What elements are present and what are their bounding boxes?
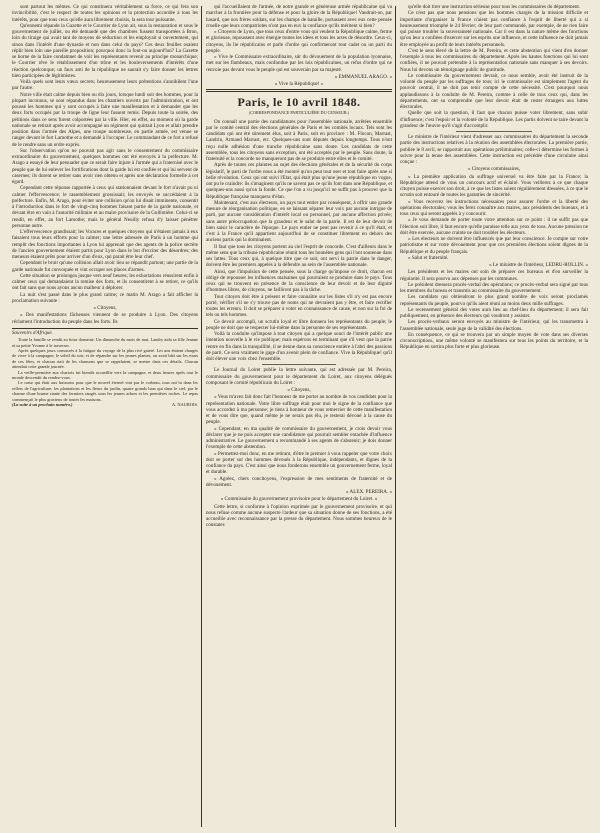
paragraph: La nuit s'est passé dans le plus grand calme; ce matin M. Arago a fait afficher la proclamation suivante : xyxy=(12,291,198,304)
paragraph: « La première application du suffrage universel va être faite par la France; la République attend de vous un concours actif et éclairé. Vous veillerez à ce que chaque citoyen puisse exercer son droit, à ce que les listes soient régulièrement dressées, à ce que le scrutin soit entouré de toutes les garanties de sincérité. xyxy=(400,173,588,199)
column-middle xyxy=(206,4,392,827)
continuation-note: (La suite à un prochain numéro.) xyxy=(12,402,73,408)
paragraph: L'effervescence grandissait; les Voraces et quelques citoyens qui n'étaient jamais à eux faisaient tous leurs efforts pour la calmer; une lettre adressée de Paris à un homme qui remplit des fonctions importantes à Lyon lui apprenait que des agents de la police secrète de l'ancien gouvernement étaient partis pour Lyon dans le but d'exciter des désordres; des meneurs étaient prêts pour arriver d'un d'eux, qui parait être leur chef. xyxy=(12,229,198,260)
paragraph-divider xyxy=(262,364,336,365)
paragraph: Tout citoyen doit être à présent et faire connaître sur les listes s'il n'y est pas encore porté, vérifier s'il ne s'y trouve pas de noms qui ne devraient pas y être, et faire rectifier toutes les erreurs. Il doit se préparer à voter en connaissance de cause, et non sur la foi de tels ou tels hommes. xyxy=(206,293,392,319)
paragraph: Maintenant, c'est aux électeurs, un pays tout entier par conséquent, à offrir une grande mesure de réorganisation politique, en se laissant séparer leur voix par aucune intrigue de parti, par aucune considération d'intérêt local ou personnel, par aucune affection privée; sans autre préoccupation que la grandeur et le salut de la patrie. Il est de leur devoir de bien saisir le caractère de l'époque. Le pays entier ne peut pas revenir à ce qu'il était, et c'est à la France qu'il appartient aujourd'hui de se constituer librement en dehors des anciens partis qui la dominaient. xyxy=(206,199,392,244)
vive-la-republique: « Vive la République! » xyxy=(274,81,324,87)
paragraph: Notre ville était calme depuis bien ou dix jours, lorsque lundi soir des hommes, pour la plupart inconnus, se sont répandus dans les chantiers ouverts par l'administration, et ont poussé les hommes qui y sont occupés à faire une manifestation et à demander que les deux forts occupés par la troupe de ligne leur fussent remis. Depuis toute la soirée, des pétitions dans ce sens furent colportées par la ville. Hier, en effet, au moment où la garde nationale se retirait après avoir accompagné un régiment qui quittait Lyon et allait prendre position dans l'armée des Alpes, une troupe nombreuse, en partie armée, est venue se ranger devant le fort Lamothe et a demandé à l'occuper. Le commandant de ce fort a refusé de le rendre sans un ordre exprès. xyxy=(12,91,198,148)
paragraph: Le recensement général des votes aura lieu au chef-lieu du département; il sera fait publiquement, en présence des électeurs qui voudront y assister. xyxy=(400,306,588,319)
paragraph: qu'elle doit tirer une instruction sérieuse pour tous les commissaires du département. xyxy=(408,4,581,10)
paragraph: « Vous recevrez les instructions nécessaires pour assurer l'ordre et la liberté des opérations électorales; vous les ferez connaître aux maires, aux présidents des bureaux, et à tous ceux qui seront appelés à y concourir. xyxy=(400,198,588,217)
paragraph: sont partout les mêmes. Ce qui constituera véritablement sa force, ce qui fera son invincibilité, c'est le respect de toutes les opinions et la protection accordée à tous les intérêts, pour que tous ceux qu'elle aura librement choisis, la sera tour puissante. xyxy=(12,4,198,23)
paragraph: Cependant le bruit qu'une collision allait avoir lieu se répandit partout; une partie de la garde nationale fut convoquée et vint occuper ses places d'armes. xyxy=(12,260,198,273)
feuilleton-footer xyxy=(12,402,198,407)
paragraph: « Permettez-moi donc, en me retirant, d'être le premier à vous rappeler que votre choix doit se porter sur des hommes dévoués à la République, indépendants, et dignes de la confiance du pays. C'est ainsi que nous fonderons ensemble un gouvernement ferme, loyal et durable. xyxy=(206,450,392,476)
column-divider xyxy=(395,6,396,827)
paragraph: Cette lettre, si conforme à l'opinion exprimée par le gouvernement provisoire, et qui nous refuse comme aucune suspecte l'ardeur que sa situation donne de ses fonctions, a été accueillie avec reconnaissance par la presse du département. Nous sommes heureux de le constater. xyxy=(206,503,392,529)
paragraph: On connaît une partie des candidatures pour l'assemblée nationale, arrêtées ensemble par le comité central des élections générales de Paris et les comités locaux. Tels sont les candidats qui ont été sûrement élus, soit à Paris, soit en province : M. Flocon, Marrast, Landrin, Armand Marrast, etc. Quelques-uns sont députés depuis longtemps. Tous n'ont reçu nulle adhésion d'une tranche républicaine sans doute. Les candidats de cette assemblée, tous les citoyens sans exception, ont été acceptés par le peuple. Sans doute, la fraternité et la concorde ne manqueront pas de se produire entre elles et le comité. xyxy=(206,118,392,162)
paragraph: Quelle que soit la question, il faut que chacun puisse voter librement, sans subir d'influence; c'est l'espoir et la volonté de la République. Les partis doivent se taire devant la grandeur de l'œuvre qu'il s'agit d'accomplir. xyxy=(400,110,588,129)
paragraph: Le commissaire du gouvernement devrait, ce nous semble, avoir été instruit de la volonté du peuple par les suffrages de tous; ici le commissaire est simplement l'agent du pouvoir central, il ne doit pas tenir compte de cette nécessité. C'est pourquoi nous applaudissons à la conduite de M. Pereira, comme à celle de tous ceux qui, dans les départements, ont su comprendre que leur devoir était de rester étrangers aux luttes électorales. xyxy=(400,72,588,110)
paragraph: Le président dressera procès-verbal des opérations; ce procès-verbal sera signé par tous les membres du bureau et transmis au commissaire du gouvernement. xyxy=(400,281,588,294)
paragraph: Le Journal du Loiret publie la lettre suivante, qui est adressée par M. Pereira, commissaire du gouvernement pour le département du Loiret, aux citoyens délégués composant le comité républicain du Loiret : xyxy=(206,367,392,386)
paragraph-divider xyxy=(456,131,531,132)
letter-signature: « ALEX. PEREIRA. » xyxy=(346,489,392,495)
paragraph: Le ministre de l'intérieur vient d'adresser aux commissaires du département la seconde partie des instructions relatives à la réunion des assemblées électorales. La première partie, publiée le 8 avril, se rapportait aux opérations préliminaires; celle-ci détermine les formes à suivre pour la tenue des assemblées. Cette instruction est précédée d'une circulaire ainsi conçue : xyxy=(400,134,588,165)
proclamation-text: « Des manifestations fâcheuses viennent de se produire à Lyon. Des citoyens réclament l'introduction du peuple dans les forts. Ils xyxy=(12,312,198,325)
paragraph: Qu'ennemi répande la Gazette et le Courrier de Lyon ait, sous la restauration et sous le gouvernement de juillet, ou été demandé que des chambres fussent transportées à Bron, loin du tiraige qui avait tant de moyens de séduction et les employait si ouvertement, qui sinon dans l'intérêt d'une dynastie et non dans celui du pays? Ces deux feuilles osaient réplir bien loin une pareille proposition; pourquoi donc la font-ou aujourd'hui? La Gazette se borne de la faire condamner de voir les représentants revenir au principe monarchique; le Courrier rêve le rétablissement d'un trône et les bouleversements d'intérêts d'une réaction quelconque; un faux ami de la république ne saurait s'y faire donner les lettres bien participées de légitimistes. xyxy=(12,22,198,79)
paragraph: C'est le sens élevé de la lettre de M. Pereira, et cette abstention qui vient d'en donner l'exemple à tous les commissaires du département. Après les hautes fonctions qui lui sont confiées, il ne pouvait prétendre à la représentation nationale sans manquer à ses devoirs. Nous lui devons un témoignage public de gratitude. xyxy=(400,47,588,73)
column-divider xyxy=(201,6,202,827)
paragraph: Ce devoir accompli, un scrutin loyal et libre donnera les représentants du peuple; le peuple ne doit que se respecter lui-même dans la personne de ses représentants. xyxy=(206,318,392,331)
section-divider xyxy=(206,89,392,92)
paragraph: Les procès-verbaux seront envoyés au ministre de l'intérieur, qui les transmettra à l'assemblée nationale, seule juge de la validité des élections. xyxy=(400,319,588,332)
paragraph: Après de toutes ces plaintes au sujet des élections générales et de la sécurité du corps législatif, le parti de l'ordre nous a été montré qu'on peut tout oser et tout faire après une si belle révolution. Ceux qui ont suivi l'Etat, qui était plus qu'une jeune république en vogue, ont pu le craindre: ils s'imaginent qu'ils ne savent pas ce qu'ils font dans une République, et quelques-uns aussi qu'on la fonde. Ce que l'on a vu jusqu'ici ne suffit pas à prouver que la République française manquera d'élan. xyxy=(206,162,392,200)
feuilleton-paragraph: Toute la famille se rendit au futur domaine. Un dimanche du mois de mai, Landry aida sa fille Jeanne et sa petite Yvonne à le traverser. xyxy=(12,337,198,348)
paragraph: Ce n'est pas que nous pensions que les hommes chargés de la mission difficile et importante d'organiser la France n'aient pas confiance à l'esprit de liberté qui a si heureusement triomphé le 24 février; de leur part commandé, par exemple, de ne rien faire qui puisse troubler la souveraineté nationale. Car il est dans la nature même des fonctions qu'on leur a confiées d'exercer sur les esprits une influence, et cette influence ne doit jamais être employée au profit de leurs intérêts personnels. xyxy=(400,10,588,48)
paragraph: Il faut que tous les citoyens portent au ciel l'esprit de concorde. C'est d'ailleurs dans le même sens que la tribune républicaine réunit tous les honnêtes gens qui l'ont soutenue dans ses luttes. Tous ceux qui, à quelque titre que ce soit, ont servi la patrie dans le danger, doivent être les premiers appelés à la défendre au sein de l'assemblée nationale. xyxy=(206,243,392,269)
paragraph: « Cependant, en ma qualité de commissaire du gouvernement, je crois devoir vous déclarer que je ne puis accepter une candidature qui pourrait sembler entachée d'influence administrative. Le gouvernement a recommandé à ses agents de s'abstenir; je dois donner l'exemple de cette abstention. xyxy=(206,425,392,451)
feuilleton-paragraph: Après quelques jours consacrés à la fatigue du voyage de la plus rivé gaieté. Les uns étaient chargés de vivre à la campagne, le soleil du soir, et de répandre sur les jeunes plantes, on avait bâti sur les murs de ces fêtes, et chacun riait de les chansons que se rappelaient, se mettre dans ces détails. Chacun attendait cette grande journée. xyxy=(12,347,198,370)
paragraph: Les candidats qui obtiendront le plus grand nombre de voix seront proclamés représentants du peuple, pourvu qu'ils aient réuni au moins deux mille suffrages. xyxy=(400,294,588,307)
paragraph: Sur l'observation qu'on ne pouvait pas agir sans le consentement du commissaire extraordinaire du gouvernement, quelques hommes ont été envoyés à la préfecture. M. Arago a essayé de leur persuader que ce serait faire injure à l'armée qui a fraternisé avec le peuple que de lui enlever les fortifications dont la garde lui est confiée et qui lui servent de casernes; ils durent se retirer sans avoir rien obtenu et après une déclaration formelle à cet égard. xyxy=(12,147,198,185)
paragraph: En conséquence, ce qui se trouvera par un simple moyen de vote dans ses diverses circonscriptions, une même volonté se manifestera sur tous les points du territoire, et la République en sortira plus forte et plus glorieuse. xyxy=(400,331,588,351)
column-right xyxy=(400,4,588,827)
paragraph: « Je vous demande de porter toute votre attention sur ce point : il ne suffit pas que l'élection soit libre, il faut encore qu'elle paraisse telle aux yeux de tous. Aucune pression ne doit être exercée, aucune crainte ne doit troubler les électeurs. xyxy=(400,217,588,236)
feuilleton-title: Souvenirs d'Afrique. xyxy=(12,330,53,336)
feuilleton-signature: A. NAUROIS. xyxy=(172,402,198,408)
paragraph: Les présidents et les maires ont soin de préparer ces bureaux et d'en surveiller la régularité. Il sera pourvu aux dépenses par les communes. xyxy=(400,269,588,282)
circular-signature: « Le ministre de l'intérieur, LEDRU-ROLLIN. » xyxy=(489,262,588,268)
paragraph: « Vous m'avez fait donc fait l'honneur de me porter au nombre de vos candidats pour la représentation nationale. Votre libre suffrage était pour moi le signe de la confiance que vous accordez à ma personne; je tiens à honneur de vous remercier de cette manifestation et de vous dire que, quand même je ne serais pas élu, je resterai dévoué à la cause du peuple. xyxy=(206,394,392,426)
proclamation-salutation: « Citoyens, xyxy=(93,305,117,311)
dateline-subheading: (CORRESPONDANCE PARTICULIÈRE DU CENSEUR.) xyxy=(248,110,350,116)
paragraph: « Salut et fraternité. xyxy=(408,254,449,261)
paragraph: « Les électeurs ne doivent être influencés que par leur conscience. Je compte sur votre patriotisme et sur votre dévouement pour que ces premières élections soient dignes de la République et du peuple français. xyxy=(400,236,588,255)
feuilleton-divider xyxy=(12,328,198,329)
dateline-heading: Paris, le 10 avril 1848. xyxy=(237,95,361,110)
paragraph: « Agréez, chers concitoyens, l'expression de mes sentiments de fraternité et de dévouement. xyxy=(206,475,392,488)
letter-salutation: « Citoyens, xyxy=(287,387,311,393)
paragraph: « Citoyens de Lyon, que tous ceux d'entre vous qui veulent la République calme, ferme et glorieuse, repoussent avec énergie toutes les idées et tous les actes de désordre. Ceux-ci, citoyens, ils lie républicains et parle d'ordre qui confirmeront tout cadet ou un parti du peuple. xyxy=(206,29,392,54)
feuilleton-paragraph: La veille-première aux chariots fut bientôt accueillie vers la campagne, et deux heures après tout le monde descendit du rendez-vous. xyxy=(12,369,198,380)
proclamation-signature: « EMMANUEL ARAGO. » xyxy=(334,73,392,80)
column-left xyxy=(12,4,198,827)
paragraph: Cependant cette réponse rapportée à ceux qui stationnaient devant le fort n'avait pu ni calmer l'effervescence; le rassemblement grossissait; les envoyés se succédaient à la préfecture. Enfin, M. Arago, pour éviter une collision qu'on lui disait imminente, consentit à l'introduction dans le fort de vingt-cinq hommes faisant partie de la garde nationale, et devant être en vain à l'autorité militaire et au maire provisoire de la Guillotière. Celui-ci se rendit, en effet, au fort Lamothe; mais le général Neuilly refusa d'y laisser pénétrer personne autre. xyxy=(12,185,198,229)
circular-salutation: « Citoyens commissaires, xyxy=(467,166,521,173)
paragraph: Ainsi, que l'impulsion de cette pensée, sous la charge qu'impose ce droit, chacun est obligé de repousser les influences malsaines qui pourraient se produire dans le pays. Tous ceux qui se trouvent en présence de la conscience de leur devoir et de leur dignité d'hommes libres, de citoyens, ne failliront pas à la tâche. xyxy=(206,268,392,294)
letter-signature-title: « Commissaire du gouvernement provisoire pour le département du Loiret. » xyxy=(220,496,378,503)
paragraph: « Vive le Commissaire extraordinaire, sûr du dévouement de la population lyonnaise, met sur les flambeaux, mais confondue par les lois républicaines, un refus d'ordre qui ne renvoie pas devant vous le peuple qui est souverain par sa majesté. xyxy=(206,54,392,73)
feuilleton xyxy=(12,331,198,408)
paragraph: Cette situation se prolongea jusque vers neuf heures; les exhortations réussirent enfin à calmer ceux qui demandaient la remise des forts, et ils consentirent à se retirer, ce qu'ils ont fait sans que nous ayons aucun malheur à déplorer. xyxy=(12,272,198,292)
paragraph: Voilà la conduite qu'impose à tout citoyen qui a quelque souci de l'intérêt public une intention nouvelle à le vie publique; mais espérons en terminant que s'il veut que la patrie rentre en fin dans la tranquillité, il se tienne dans sa conscience entière à l'abri des passions de parti. Ce sera vraiment le gage d'un avenir plein de confiance. Vive la République! qu'il doit élever une voix chez l'ensemble. xyxy=(206,331,392,362)
feuilleton-paragraph: Le cœur qui était aux buissons pour que le nouvel éternel vint par le corbeau, tous ont lu dans les reflets de l'agriculture; les plantations et les fleurs du jardin, quatre grands bras qui dans le ciel, par le charme d'une brume riante des fermiers rangés sous les jeunes arbres et les premières roches. Le repas commençait le plus gracieux de toutes les maisons. xyxy=(12,380,198,402)
paragraph: qui l'accueillaient de l'armée, de notre grande et généreuse armée républicaine qui va marcher à la frontière pour la défense et pour la gloire de la République! Vaudrait-on, par hasard, que nos frères soldats, sur les champs de bataille, portassent avec eux cette pensée cruelle que leurs compatriotes n'ont pas en eux la confiance qu'ils méritent si bien? xyxy=(206,4,392,29)
paragraph: Voilà quels sont leurs vœux secrets; heureusement leurs prétentions s'annihilent l'une par l'autre. xyxy=(12,79,198,92)
